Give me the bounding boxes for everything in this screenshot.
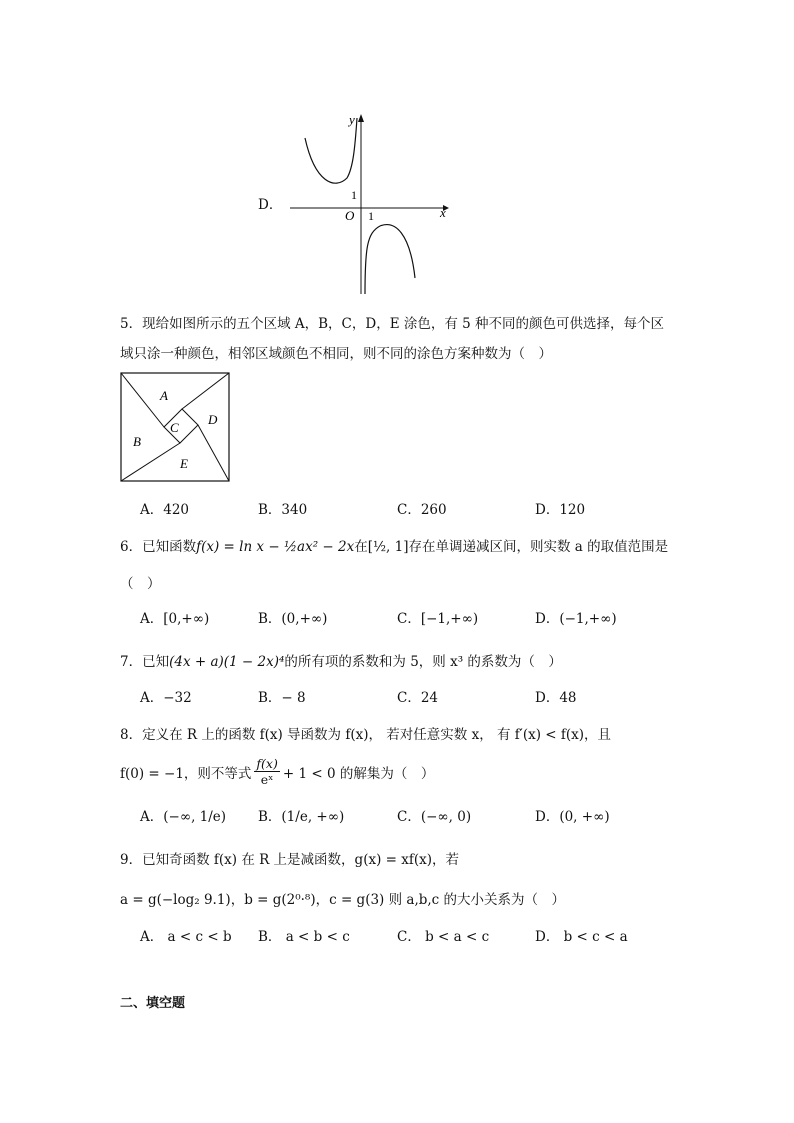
q7-option-c: C．24 [397,690,439,706]
q8-stem-line2 [120,756,434,787]
q6-stem-b: 在 [354,539,368,555]
q6-interval: [½, 1] [367,539,409,555]
q8-fraction [254,756,279,787]
q8-stem-b: + 1 < 0 的解集为（ ） [282,765,435,782]
q7-stem-b: 的所有项的系数和为 5，则 x³ 的系数为（ ） [284,654,562,670]
q6-stem-c: 存在单调递减区间，则实数 a 的取值范围是 [408,539,669,555]
q4-x-axis-label: x [440,205,446,220]
q9-option-c: C． b < a < c [397,929,490,945]
q7-expr: (4x + a)(1 − 2x)⁴ [169,654,285,670]
q9-option-d: D． b < c < a [535,929,628,945]
q5-option-c: C．260 [397,502,447,518]
q5-region-c: C [170,420,179,435]
q6-stem-line1 [120,535,668,555]
q5-region-figure [120,372,232,484]
q4-origin-label: O [345,208,355,223]
q6-stem-line2: （ ） [120,576,161,592]
q9-stem-line2: a = g(−log₂ 9.1)，b = g(2⁰·⁸)，c = g(3) 则 a,b,c 的大小关系为（ ） [120,892,566,908]
q5-stem-line1: 5．现给如图所示的五个区域 A，B，C，D，E 涂色，有 5 种不同的颜色可供选择，每个区 [120,316,665,332]
q5-region-d: D [208,412,218,427]
section-title-fill-in: 二、填空题 [120,996,186,1011]
q4-tick-y: 1 [351,188,357,202]
q8-option-d: D．(0, +∞) [535,809,610,825]
q7-stem-line1 [120,650,562,670]
q8-option-b: B．(1/e, +∞) [258,809,345,825]
q6-option-b: B．(0,+∞) [258,611,328,627]
q5-option-d: D．120 [535,502,586,518]
q7-option-d: D．48 [535,690,577,706]
q8-frac-denominator: eˣ [260,772,274,787]
q5-region-b: B [133,434,141,449]
q7-option-b: B．− 8 [258,690,306,706]
q9-option-b: B． a < b < c [258,929,350,945]
q6-stem-a: 6．已知函数 [120,539,197,555]
q6-option-c: C．[−1,+∞) [397,611,479,627]
q9-option-a: A． a < c < b [140,929,232,945]
q8-frac-numerator: f(x) [256,756,278,771]
q7-stem-a: 7．已知 [120,654,170,670]
q4-option-d-graph [285,108,465,298]
q6-option-d: D．(−1,+∞) [535,611,617,627]
q4-tick-x: 1 [368,209,374,223]
q5-option-b: B．340 [258,502,308,518]
q9-stem-line1: 9．已知奇函数 f(x) 在 R 上是减函数，g(x) = xf(x)，若 [120,852,460,868]
q4-y-axis-label: y [349,112,355,127]
q8-option-a: A．(−∞, 1/e) [140,809,227,825]
q5-region-a: A [160,388,168,403]
q6-option-a: A．[0,+∞) [140,611,210,627]
q5-region-e: E [180,456,188,471]
q8-option-c: C．(−∞, 0) [397,809,472,825]
q8-stem-line1: 8．定义在 R 上的函数 f(x) 导函数为 f(x)， 若对任意实数 x， 有 f′(x) < f(x)，且 [120,727,612,743]
q4-option-d-label: D． [258,197,283,213]
q5-option-a: A．420 [140,502,190,518]
q7-option-a: A．−32 [140,690,192,706]
q6-function-expr: f(x) = ln x − ½ax² − 2x [196,539,355,555]
q8-stem-a: f(0) = −1，则不等式 [120,765,252,782]
q5-stem-line2: 域只涂一种颜色，相邻区域颜色不相同，则不同的涂色方案种数为（ ） [120,346,552,362]
